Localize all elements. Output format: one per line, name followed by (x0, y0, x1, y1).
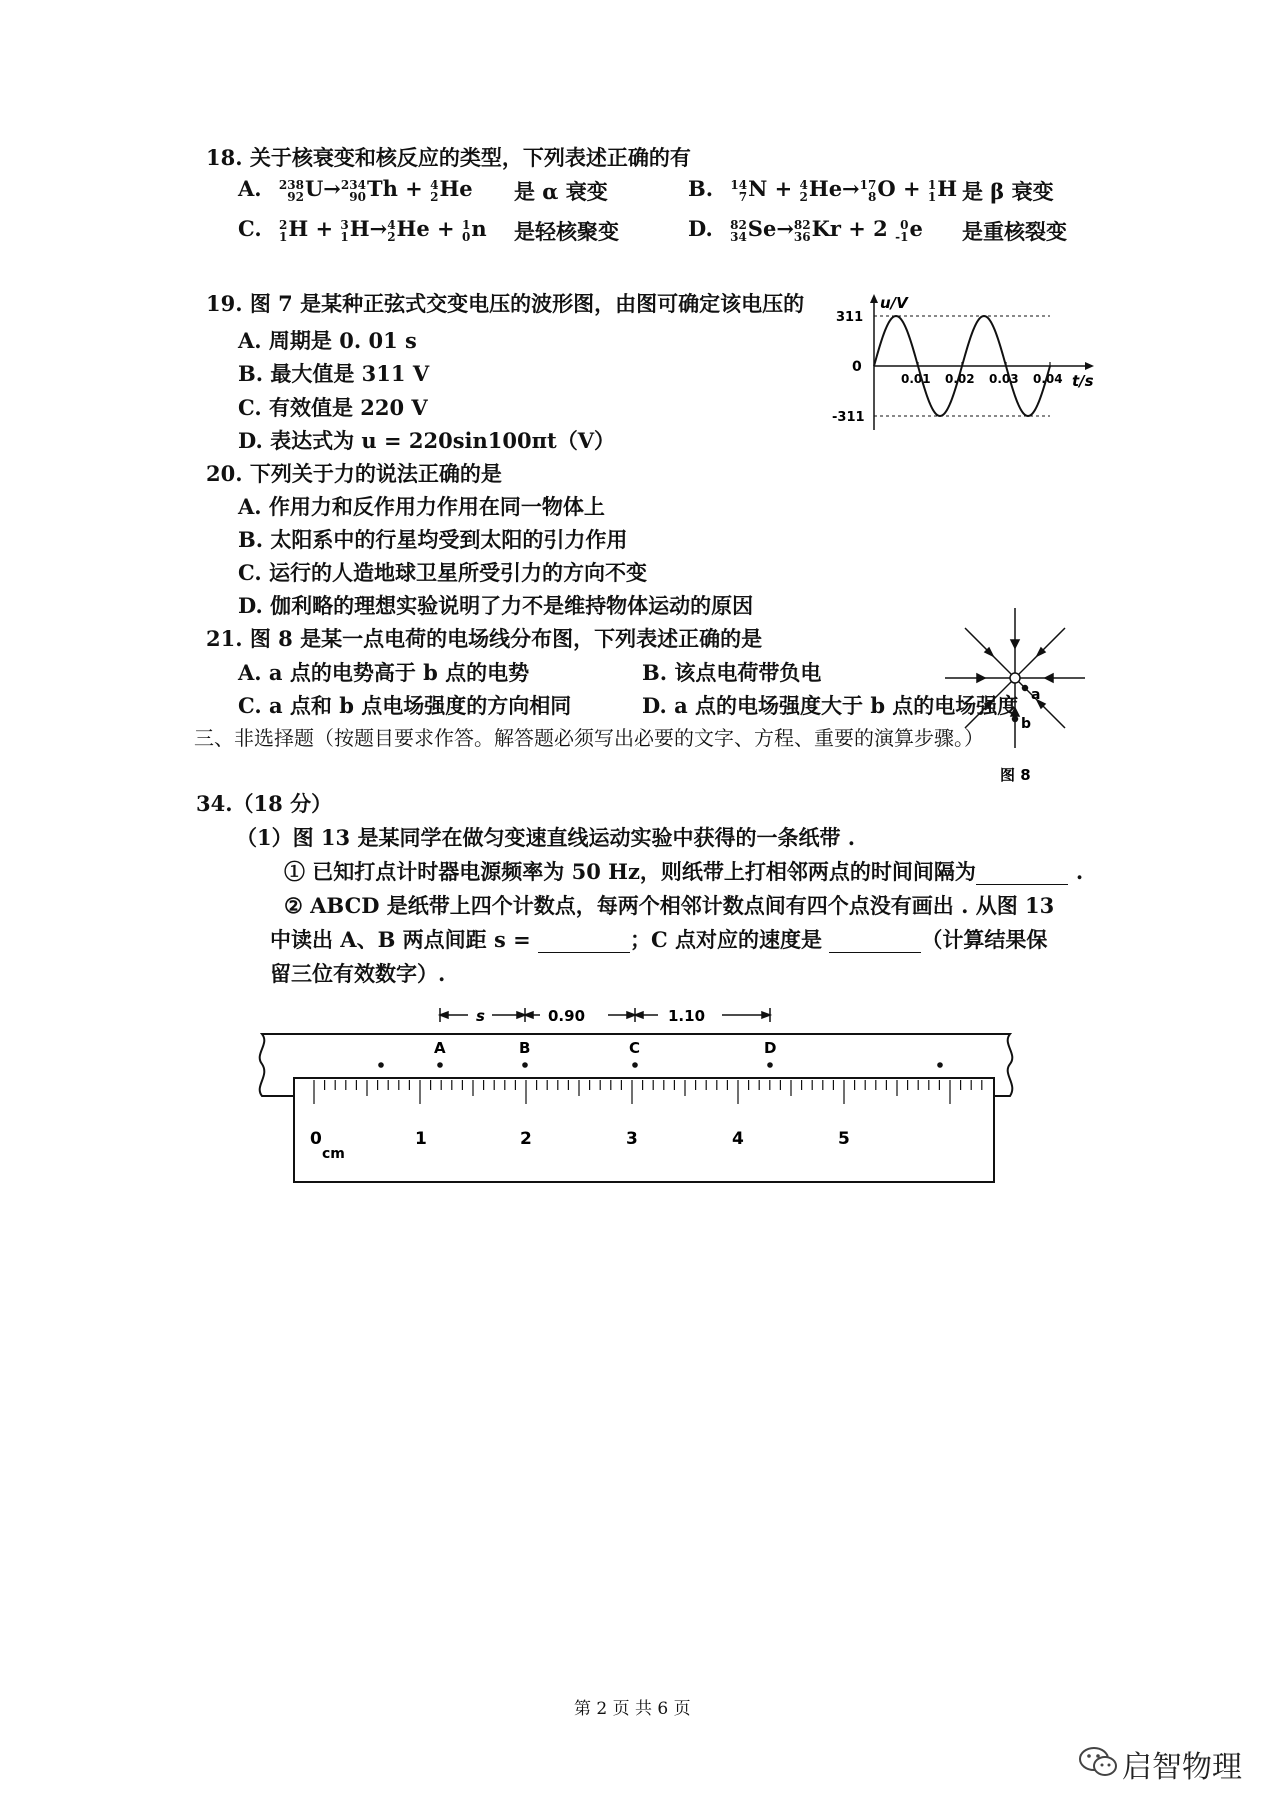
q34-sub2-line2b: ；C 点对应的速度是 (630, 927, 823, 952)
page-number: 第 2 页 共 6 页 (574, 1699, 691, 1719)
q18-option-c (238, 216, 487, 243)
ruler-number-2: 2 (520, 1129, 532, 1149)
q20-option-d: D. 伽利略的理想实验说明了力不是维持物体运动的原因 (238, 593, 754, 618)
q34-sub2-line2 (270, 924, 1047, 954)
arrow-inward-top (1011, 640, 1019, 648)
q34-sub2-line1: ② ABCD 是纸带上四个计数点，每两个相邻计数点间有四个点没有画出 . 从图 13 (284, 893, 1055, 918)
q20-stem: 20. 下列关于力的说法正确的是 (206, 461, 502, 486)
q19-stem: 19. 图 7 是某种正弦式交变电压的波形图，由图可确定该电压的 (206, 291, 805, 316)
tape-dot (937, 1062, 943, 1068)
q20-option-b: B. 太阳系中的行星均受到太阳的引力作用 (238, 527, 628, 552)
y-tick-label-min: -311 (832, 410, 865, 425)
tape-dot-c (632, 1062, 638, 1068)
q18-option-b-desc: 是 β 衰变 (962, 179, 1054, 204)
x-axis-label: t/s (1072, 372, 1094, 390)
point-label-b: B (519, 1039, 531, 1057)
point-label-d: D (764, 1039, 777, 1057)
q18-option-c-desc: 是轻核聚变 (514, 219, 619, 244)
watermark-text: 启智物理 (1122, 1750, 1242, 1785)
answer-blank-distance (538, 927, 630, 953)
q18-option-a-desc: 是 α 衰变 (514, 179, 608, 204)
q19-option-c: C. 有效值是 220 V (238, 395, 428, 420)
y-axis-arrow (870, 294, 878, 303)
figure-8-caption: 图 8 (1000, 766, 1031, 784)
s-label: s (476, 1007, 485, 1025)
arrow-inward-left (977, 674, 985, 682)
tape-dot (378, 1062, 384, 1068)
section-3-heading: 三、非选择题（按题目要求作答。解答题必须写出必要的文字、方程、重要的演算步骤。） (194, 726, 984, 750)
q18-option-b-equation: 14 7 N + 4 2 He→ 17 8 O + 1 1 H (730, 176, 958, 204)
q18-option-c-label: C. (238, 216, 262, 241)
q18-option-d-desc: 是重核裂变 (962, 219, 1067, 244)
figure-13-tape-ruler (240, 1000, 1040, 1200)
q18-option-c-equation: 2 1 H + 3 1 H→ 4 2 He + 1 0 n (278, 216, 487, 244)
point-b-label: b (1021, 716, 1032, 732)
x-tick-label-1: 0.01 (901, 372, 931, 386)
q21-option-b: B. 该点电荷带负电 (642, 660, 822, 685)
q20-option-c: C. 运行的人造地球卫星所受引力的方向不变 (238, 560, 647, 585)
cd-distance-label: 1.10 (668, 1007, 706, 1025)
q21-option-c: C. a 点和 b 点电场强度的方向相同 (238, 693, 572, 718)
bc-distance-label: 0.90 (548, 1007, 586, 1025)
figure-7-sine-chart (830, 290, 1100, 440)
wechat-icon (1078, 1744, 1118, 1782)
q34-sub1-text: ① 已知打点计时器电源频率为 50 Hz，则纸带上打相邻两点的时间间隔为 (284, 859, 976, 884)
x-axis-arrow (1085, 362, 1094, 370)
ruler-number-0: 0 (310, 1129, 322, 1149)
distance-markers (440, 1008, 770, 1022)
q18-option-b (688, 176, 957, 203)
q21-option-d: D. a 点的电场强度大于 b 点的电场强度 (642, 693, 1019, 718)
tape-dot-a (437, 1062, 443, 1068)
q19-option-b: B. 最大值是 311 V (238, 361, 430, 386)
q18-option-b-label: B. (688, 176, 714, 201)
ruler-number-3: 3 (626, 1129, 638, 1149)
x-tick-label-2: 0.02 (945, 372, 975, 386)
q34-sub1 (284, 856, 1083, 886)
q18-stem: 18. 关于核衰变和核反应的类型，下列表述正确的有 (206, 145, 691, 170)
ruler-number-1: 1 (415, 1129, 427, 1149)
q19-option-a: A. 周期是 0. 01 s (238, 328, 417, 353)
answer-blank-interval (976, 859, 1068, 885)
q21-option-a: A. a 点的电势高于 b 点的电势 (238, 660, 530, 685)
x-tick-label-4: 0.04 (1033, 372, 1063, 386)
point-label-c: C (629, 1039, 641, 1057)
q18-option-a-label: A. (238, 176, 262, 201)
y-tick-label-max: 311 (836, 310, 864, 325)
q19-option-d: D. 表达式为 u = 220sin100πt（V） (238, 428, 615, 453)
q34-sub2-line2c: （计算结果保 (921, 927, 1048, 952)
tape-dot-b (522, 1062, 528, 1068)
q34-sub1-end: . (1075, 859, 1084, 884)
q34-sub2-line2a: 中读出 A、B 两点间距 s = (270, 927, 531, 952)
q20-option-a: A. 作用力和反作用力作用在同一物体上 (238, 494, 605, 519)
q18-option-a-equation: 238 92 U→ 234 90 Th + 4 2 He (278, 176, 473, 204)
q34-header: 34.（18 分） (196, 791, 333, 816)
y-axis-label: u/V (880, 294, 908, 312)
x-tick-label-3: 0.03 (989, 372, 1019, 386)
answer-blank-velocity (829, 927, 921, 953)
y-tick-label-zero: 0 (852, 359, 862, 375)
tape-dot-d (767, 1062, 773, 1068)
point-a-dot (1023, 686, 1028, 691)
ruler-unit: cm (322, 1146, 345, 1162)
ruler-number-5: 5 (838, 1129, 850, 1149)
q18-option-d-label: D. (688, 216, 713, 241)
ruler-number-4: 4 (732, 1129, 744, 1149)
q18-option-d-equation: 82 34 Se→ 82 36 Kr + 2 0 -1 e (730, 216, 923, 244)
point-label-a: A (434, 1039, 446, 1057)
q18-option-a (238, 176, 473, 203)
point-a-label: a (1031, 687, 1041, 703)
q34-sub2-line3: 留三位有效数字）. (270, 961, 446, 986)
arrow-inward-right (1045, 674, 1053, 682)
point-charge (1010, 673, 1020, 683)
q18-option-d (688, 216, 923, 243)
ruler-body (294, 1078, 994, 1182)
q21-stem: 21. 图 8 是某一点电荷的电场线分布图，下列表述正确的是 (206, 626, 763, 651)
q34-part1: （1）图 13 是某同学在做匀变速直线运动实验中获得的一条纸带 . (236, 825, 856, 850)
